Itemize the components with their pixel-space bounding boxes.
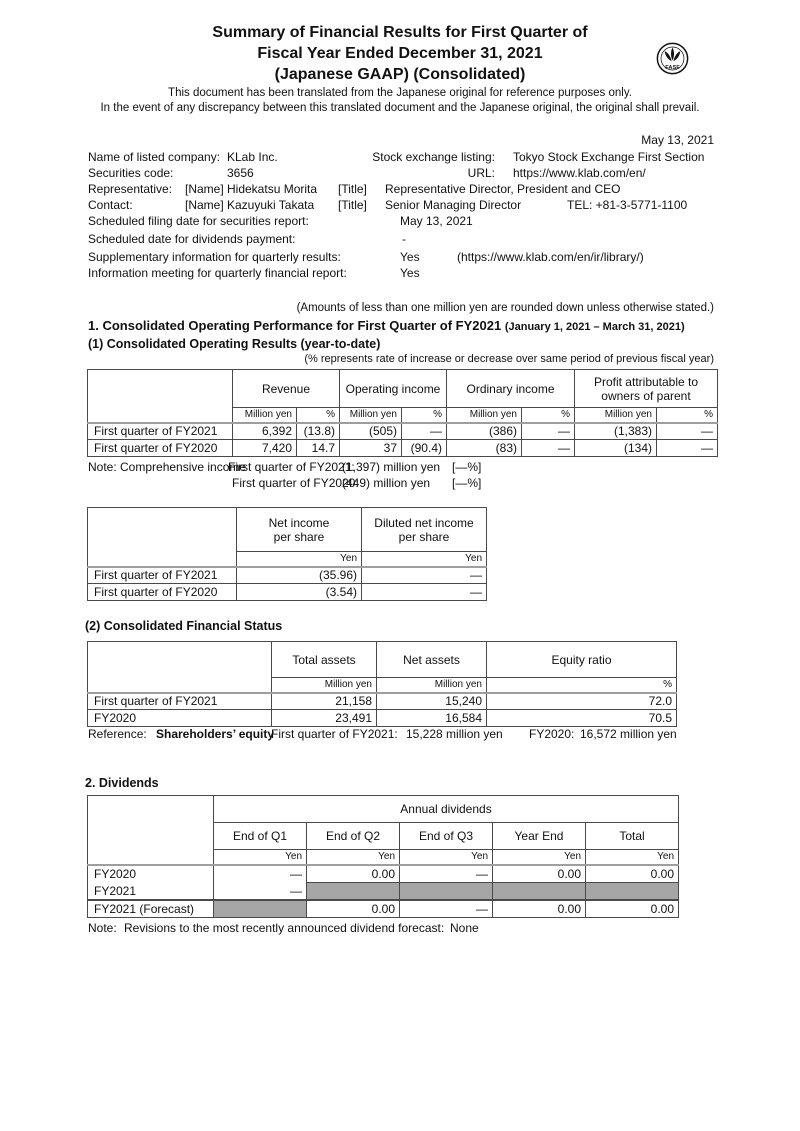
reference-name: Shareholders’ equity [156,727,275,741]
cell-value: (1,383) [575,423,657,440]
diluted-net-income-per-share-header [362,508,487,552]
row-label: FY2021 [88,883,214,900]
profit-pct-unit: % [657,408,718,423]
end-of-q2-header: End of Q2 [307,823,400,850]
yen-unit: Yen [307,850,400,865]
dividend-forecast-note [88,921,728,937]
row-label: First quarter of FY2021 [88,693,272,710]
document-date: May 13, 2021 [641,133,714,147]
cell-value: 15,240 [377,693,487,710]
note-period: First quarter of FY2021: [228,460,355,474]
unit-cell: Million yen [377,678,487,693]
cell-not-applicable [307,883,400,900]
per-share-corner-cell [88,508,237,567]
comprehensive-income-note-line1 [88,460,728,476]
note-text: Revisions to the most recently announced dividend forecast: [124,921,445,935]
cell-not-applicable [214,900,307,918]
filing-date-row [88,214,718,230]
cell-value: 0.00 [493,900,586,918]
reference-value-1: 15,228 million yen [406,727,503,741]
row-label: First quarter of FY2021 [88,423,233,440]
table-row [88,710,677,727]
cell-value: 0.00 [493,865,586,883]
svg-text:FASF: FASF [665,65,680,72]
unit-cell: % [487,678,677,693]
cell-value: — [657,440,718,457]
revenue-header: Revenue [233,370,340,408]
dividends-corner-cell [88,796,214,865]
cell-value: — [214,883,307,900]
profit-unit: Million yen [575,408,657,423]
company-name-row [88,150,718,166]
representative-label: Representative: [88,182,173,196]
operating-unit: Million yen [340,408,402,423]
yen-unit: Yen [586,850,679,865]
contact-row [88,198,718,214]
cell-value: (35.96) [237,567,362,584]
note-value: (449) million yen [342,476,431,490]
ordinary-unit: Million yen [447,408,522,423]
cell-value: 23,491 [272,710,377,727]
cell-value: 72.0 [487,693,677,710]
cell-value: 0.00 [307,865,400,883]
section1-heading [88,318,728,333]
cell-value: 16,584 [377,710,487,727]
row-label: First quarter of FY2021 [88,567,237,584]
securities-code-value: 3656 [227,166,254,180]
cell-value: (3.54) [237,584,362,601]
cell-not-applicable [586,883,679,900]
cell-value: — [522,440,575,457]
section1-heading-text: 1. Consolidated Operating Performance for First Quarter of FY2021 [88,318,502,333]
annual-dividends-header: Annual dividends [214,796,679,823]
section1-heading-period: (January 1, 2021 – March 31, 2021) [504,321,685,333]
yen-unit: Yen [400,850,493,865]
cell-value: 6,392 [233,423,297,440]
disclaimer-line-1: This document has been translated from the Japanese original for reference purposes only. [168,87,632,99]
reference-label: Reference: [88,727,147,741]
url-value: https://www.klab.com/en/ [513,166,646,180]
cell-not-applicable [493,883,586,900]
cell-value: — [657,423,718,440]
row-label: FY2020 [88,865,214,883]
yen-unit: Yen [237,552,362,567]
comprehensive-income-note-line2 [88,476,728,492]
translation-disclaimer [0,86,800,116]
financial-status-table [87,641,677,727]
total-header: Total [586,823,679,850]
contact-title: Senior Managing Director [385,198,522,212]
header-line: Diluted net income [374,515,474,530]
table-row-fy2021 [88,883,679,900]
cell-value: (13.8) [297,423,340,440]
cell-value: 0.00 [307,900,400,918]
cell-value: — [400,865,493,883]
header-line: per share [273,529,325,544]
information-meeting-label: Information meeting for quarterly financial report: [88,266,347,280]
url-label: URL: [467,166,495,180]
table-row-fy2021-forecast [88,900,679,918]
net-assets-header: Net assets [377,642,487,678]
cell-value: — [214,865,307,883]
title-line-1: Summary of Financial Results for First Quarter of [212,24,588,41]
table-row-fy2020 [88,865,679,883]
securities-code-label: Securities code: [88,166,174,180]
table-row [88,440,718,457]
profit-header: Profit attributable to owners of parent [575,370,718,408]
cell-value: — [402,423,447,440]
cell-value: 37 [340,440,402,457]
table-row [88,584,487,601]
contact-tel: TEL: +81-3-5771-1100 [567,198,688,212]
rounding-note: (Amounts of less than one million yen are rounded down unless otherwise stated.) [296,302,714,314]
cell-value: (386) [447,423,522,440]
cell-value: 0.00 [586,900,679,918]
cell-value: — [362,567,487,584]
cell-value: 70.5 [487,710,677,727]
filing-date-value: May 13, 2021 [400,214,473,228]
contact-name: Kazuyuki Takata [227,198,315,212]
note-percent: [—%] [452,460,482,474]
unit-cell: Million yen [272,678,377,693]
revenue-unit: Million yen [233,408,297,423]
per-share-table [87,507,487,601]
shareholders-equity-reference [88,727,728,743]
representative-title: Representative Director, President and CEO [385,182,621,196]
reference-period-2: FY2020: [529,727,575,741]
table-row [88,693,677,710]
sub2-heading: (2) Consolidated Financial Status [85,619,283,633]
supplementary-info-row [88,250,718,266]
supplementary-info-url: (https://www.klab.com/en/ir/library/) [457,250,644,264]
cell-value: 14.7 [297,440,340,457]
cell-value: 0.00 [586,865,679,883]
cell-value: (505) [340,423,402,440]
representative-name: Hidekatsu Morita [227,182,318,196]
note-value: (1,397) million yen [342,460,441,474]
end-of-q3-header: End of Q3 [400,823,493,850]
yen-unit: Yen [493,850,586,865]
company-name-label: Name of listed company: [88,150,221,164]
title-line-2: Fiscal Year Ended December 31, 2021 [257,45,543,62]
fasf-logo-icon [656,42,689,75]
section2-heading: 2. Dividends [85,776,159,790]
note-period: First quarter of FY2020: [232,476,359,490]
reference-period-1: First quarter of FY2021: [271,727,398,741]
cell-value: — [362,584,487,601]
note-percent: [—%] [452,476,482,490]
operating-results-table [87,369,718,457]
row-label: First quarter of FY2020 [88,440,233,457]
cell-value: 7,420 [233,440,297,457]
operating-pct-unit: % [402,408,447,423]
yen-unit: Yen [214,850,307,865]
dividends-payment-row [88,232,718,248]
cell-value: (90.4) [402,440,447,457]
listing-value: Tokyo Stock Exchange First Section [513,150,705,164]
dividends-payment-value: - [402,232,406,246]
supplementary-info-value: Yes [400,250,420,264]
year-end-header: Year End [493,823,586,850]
representative-name-tag: [Name] [185,182,224,196]
total-assets-header: Total assets [272,642,377,678]
table-row [88,567,487,584]
operating-income-header: Operating income [340,370,447,408]
ordinary-income-header: Ordinary income [447,370,575,408]
sub1-heading: (1) Consolidated Operating Results (year-to-date) [88,337,381,351]
contact-label: Contact: [88,198,133,212]
row-label: FY2020 [88,710,272,727]
header-line: Net income [268,515,330,530]
revenue-pct-unit: % [297,408,340,423]
table-row [88,423,718,440]
representative-title-tag: [Title] [338,182,367,196]
row-label: First quarter of FY2020 [88,584,237,601]
cell-value: 21,158 [272,693,377,710]
equity-ratio-header: Equity ratio [487,642,677,678]
filing-date-label: Scheduled filing date for securities report: [88,214,309,228]
listing-label: Stock exchange listing: [372,150,495,164]
cell-value: — [400,900,493,918]
note-label: Note: [88,921,117,935]
cell-not-applicable [400,883,493,900]
dividends-payment-label: Scheduled date for dividends payment: [88,232,296,246]
contact-name-tag: [Name] [185,198,224,212]
header-line: per share [398,529,450,544]
net-income-per-share-header [237,508,362,552]
cell-value: (83) [447,440,522,457]
dividends-table [87,795,679,918]
percent-note: (% represents rate of increase or decrease over same period of previous fiscal year) [304,353,714,365]
securities-code-row [88,166,718,182]
supplementary-info-label: Supplementary information for quarterly results: [88,250,341,264]
ordinary-pct-unit: % [522,408,575,423]
row-label: FY2021 (Forecast) [88,900,214,918]
title-line-3: (Japanese GAAP) (Consolidated) [274,66,526,83]
operating-corner-cell [88,370,233,423]
note-value: None [450,921,479,935]
company-name-value: KLab Inc. [227,150,278,164]
reference-value-2: 16,572 million yen [580,727,677,741]
end-of-q1-header: End of Q1 [214,823,307,850]
information-meeting-value: Yes [400,266,420,280]
representative-row [88,182,718,198]
financial-status-corner-cell [88,642,272,693]
information-meeting-row [88,266,718,282]
yen-unit: Yen [362,552,487,567]
comprehensive-note-label: Note: Comprehensive income [88,460,247,474]
cell-value: — [522,423,575,440]
disclaimer-line-2: In the event of any discrepancy between this translated document and the Japanese original, the original shall prevail. [100,102,700,114]
contact-title-tag: [Title] [338,198,367,212]
cell-value: (134) [575,440,657,457]
